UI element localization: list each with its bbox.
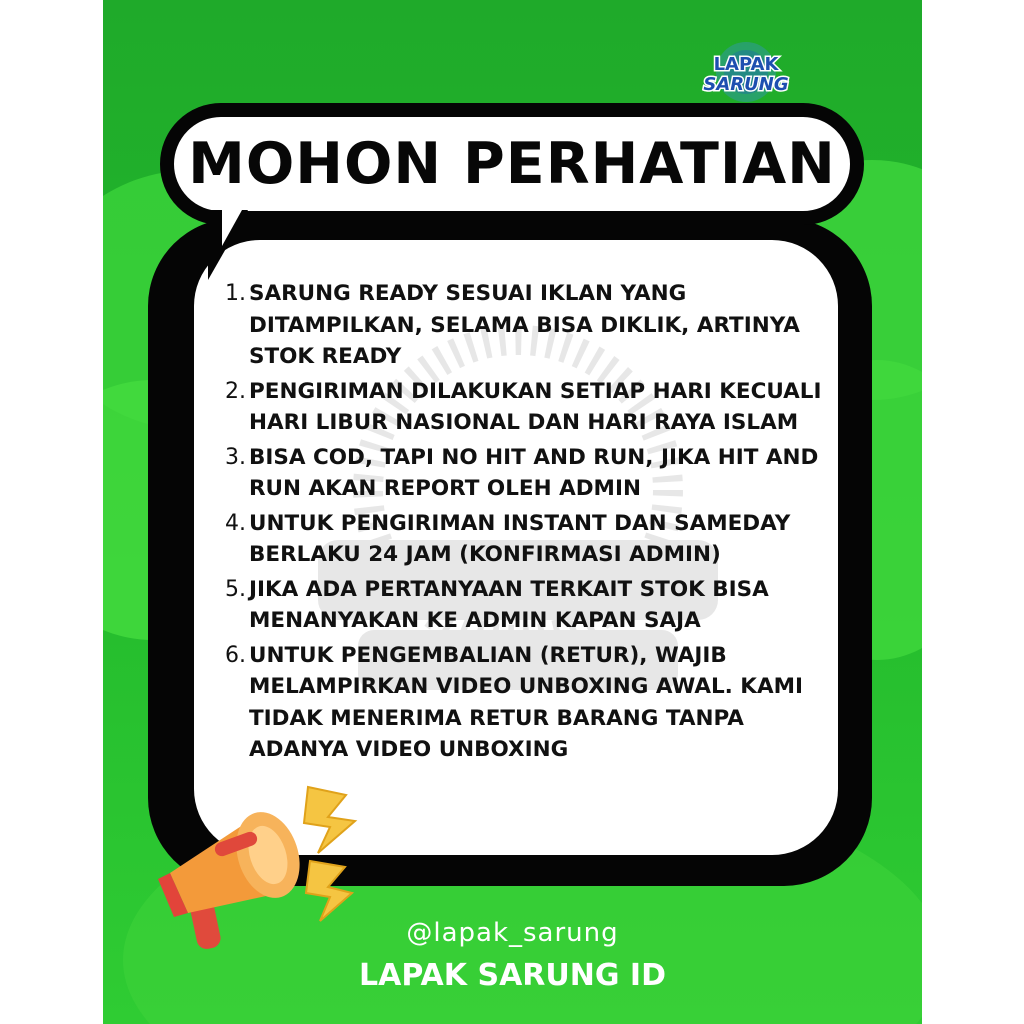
notice-text: BISA COD, TAPI NO HIT AND RUN, JIKA HIT AND RUN AKAN REPORT OLEH ADMIN xyxy=(249,444,819,501)
svg-text:SARUNG: SARUNG xyxy=(703,74,789,95)
notice-list xyxy=(225,278,835,769)
notice-text: SARUNG READY SESUAI IKLAN YANG DITAMPILKAN, SELAMA BISA DIKLIK, ARTINYA STOK READY xyxy=(249,281,800,369)
notice-item xyxy=(225,508,835,571)
notice-number: 5. xyxy=(225,576,246,602)
speech-bubble-tail xyxy=(208,210,248,280)
page-title: MOHON PERHATIAN xyxy=(188,131,836,197)
notice-item xyxy=(225,574,835,637)
notice-number: 2. xyxy=(225,378,246,404)
brand-logo xyxy=(697,40,795,104)
brand-name: LAPAK SARUNG ID xyxy=(358,958,666,993)
notice-item xyxy=(225,640,835,766)
svg-text:LAPAK: LAPAK xyxy=(713,54,779,75)
social-handle: @lapak_sarung xyxy=(406,918,619,948)
lightning-icon xyxy=(304,787,355,921)
notice-number: 6. xyxy=(225,642,246,668)
title-bubble xyxy=(160,103,864,225)
notice-text: UNTUK PENGEMBALIAN (RETUR), WAJIB MELAMPIRKAN VIDEO UNBOXING AWAL. KAMI TIDAK MENERIMA RETUR BARANG TANPA ADANYA VIDEO UNBOXING xyxy=(249,642,804,762)
notice-number: 1. xyxy=(225,281,246,306)
notice-text: PENGIRIMAN DILAKUKAN SETIAP HARI KECUALI HARI LIBUR NASIONAL DAN HARI RAYA ISLAM xyxy=(249,378,822,435)
notice-item xyxy=(225,278,835,373)
notice-number: 3. xyxy=(225,444,246,470)
notice-item xyxy=(225,442,835,505)
notice-number: 4. xyxy=(225,510,246,536)
notice-item xyxy=(225,376,835,439)
notice-text: JIKA ADA PERTANYAAN TERKAIT STOK BISA MENANYAKAN KE ADMIN KAPAN SAJA xyxy=(249,576,769,633)
notice-text: UNTUK PENGIRIMAN INSTANT DAN SAMEDAY BERLAKU 24 JAM (KONFIRMASI ADMIN) xyxy=(249,510,791,567)
